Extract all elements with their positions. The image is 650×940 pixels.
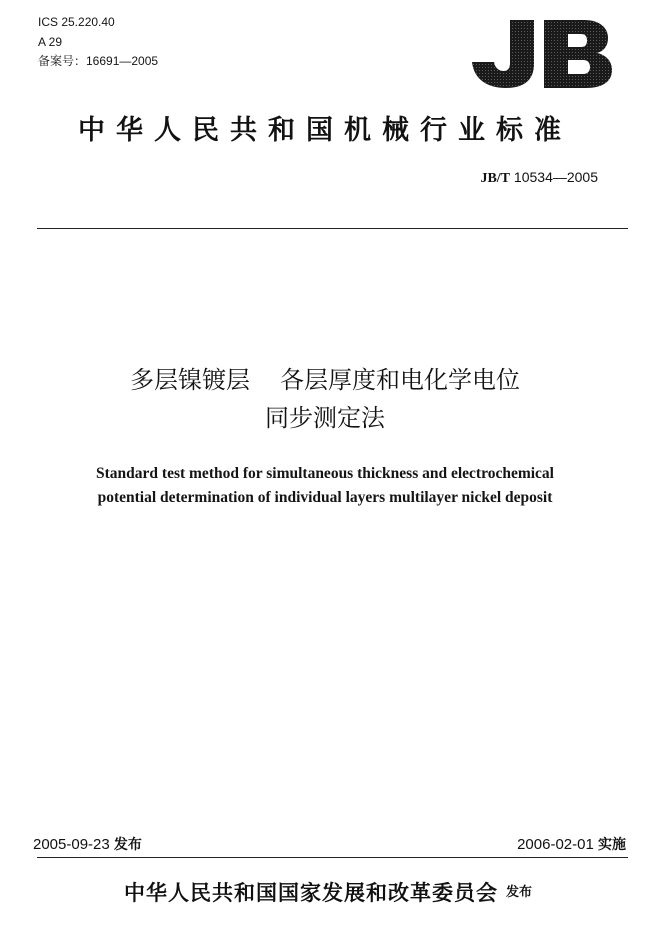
jb-logo-graphic bbox=[466, 18, 614, 90]
top-divider bbox=[37, 228, 628, 229]
cn-title-part2: 各层厚度和电化学电位 bbox=[280, 366, 520, 394]
en-title-line1: Standard test method for simultaneous thickness and electrochemical bbox=[96, 465, 554, 482]
ccs-code: A 29 bbox=[38, 35, 63, 49]
implement-date-label: 实施 bbox=[598, 837, 626, 853]
ics-code: ICS 25.220.40 bbox=[38, 15, 115, 29]
standard-code-prefix: JB/T bbox=[480, 171, 511, 186]
implement-date-value: 2006-02-01 bbox=[517, 836, 594, 853]
publish-date-label: 发布 bbox=[113, 837, 142, 853]
standard-category-title: 中华人民共和国机械行业标准 bbox=[78, 115, 572, 146]
standard-code-number: 10534—2005 bbox=[510, 169, 598, 185]
cn-title-line2: 同步测定法 bbox=[265, 404, 385, 432]
publish-date bbox=[33, 835, 142, 855]
bottom-divider bbox=[37, 857, 628, 858]
jb-logo bbox=[466, 18, 614, 90]
record-number: 备案号：16691—2005 bbox=[38, 54, 159, 68]
standard-code bbox=[480, 168, 598, 188]
logo-text: JB bbox=[466, 18, 467, 19]
cn-title-line1 bbox=[20, 364, 630, 396]
issuer-name: 中华人民共和国国家发展和改革委员会 bbox=[123, 881, 498, 905]
issuer bbox=[48, 878, 608, 908]
implement-date bbox=[517, 835, 626, 855]
en-title-line2: potential determination of individual layers multilayer nickel deposit bbox=[97, 489, 553, 506]
publish-date-value: 2005-09-23 bbox=[33, 836, 110, 853]
cn-title-part1: 多层镍镀层 bbox=[130, 366, 250, 394]
issuer-action: 发布 bbox=[505, 885, 532, 900]
